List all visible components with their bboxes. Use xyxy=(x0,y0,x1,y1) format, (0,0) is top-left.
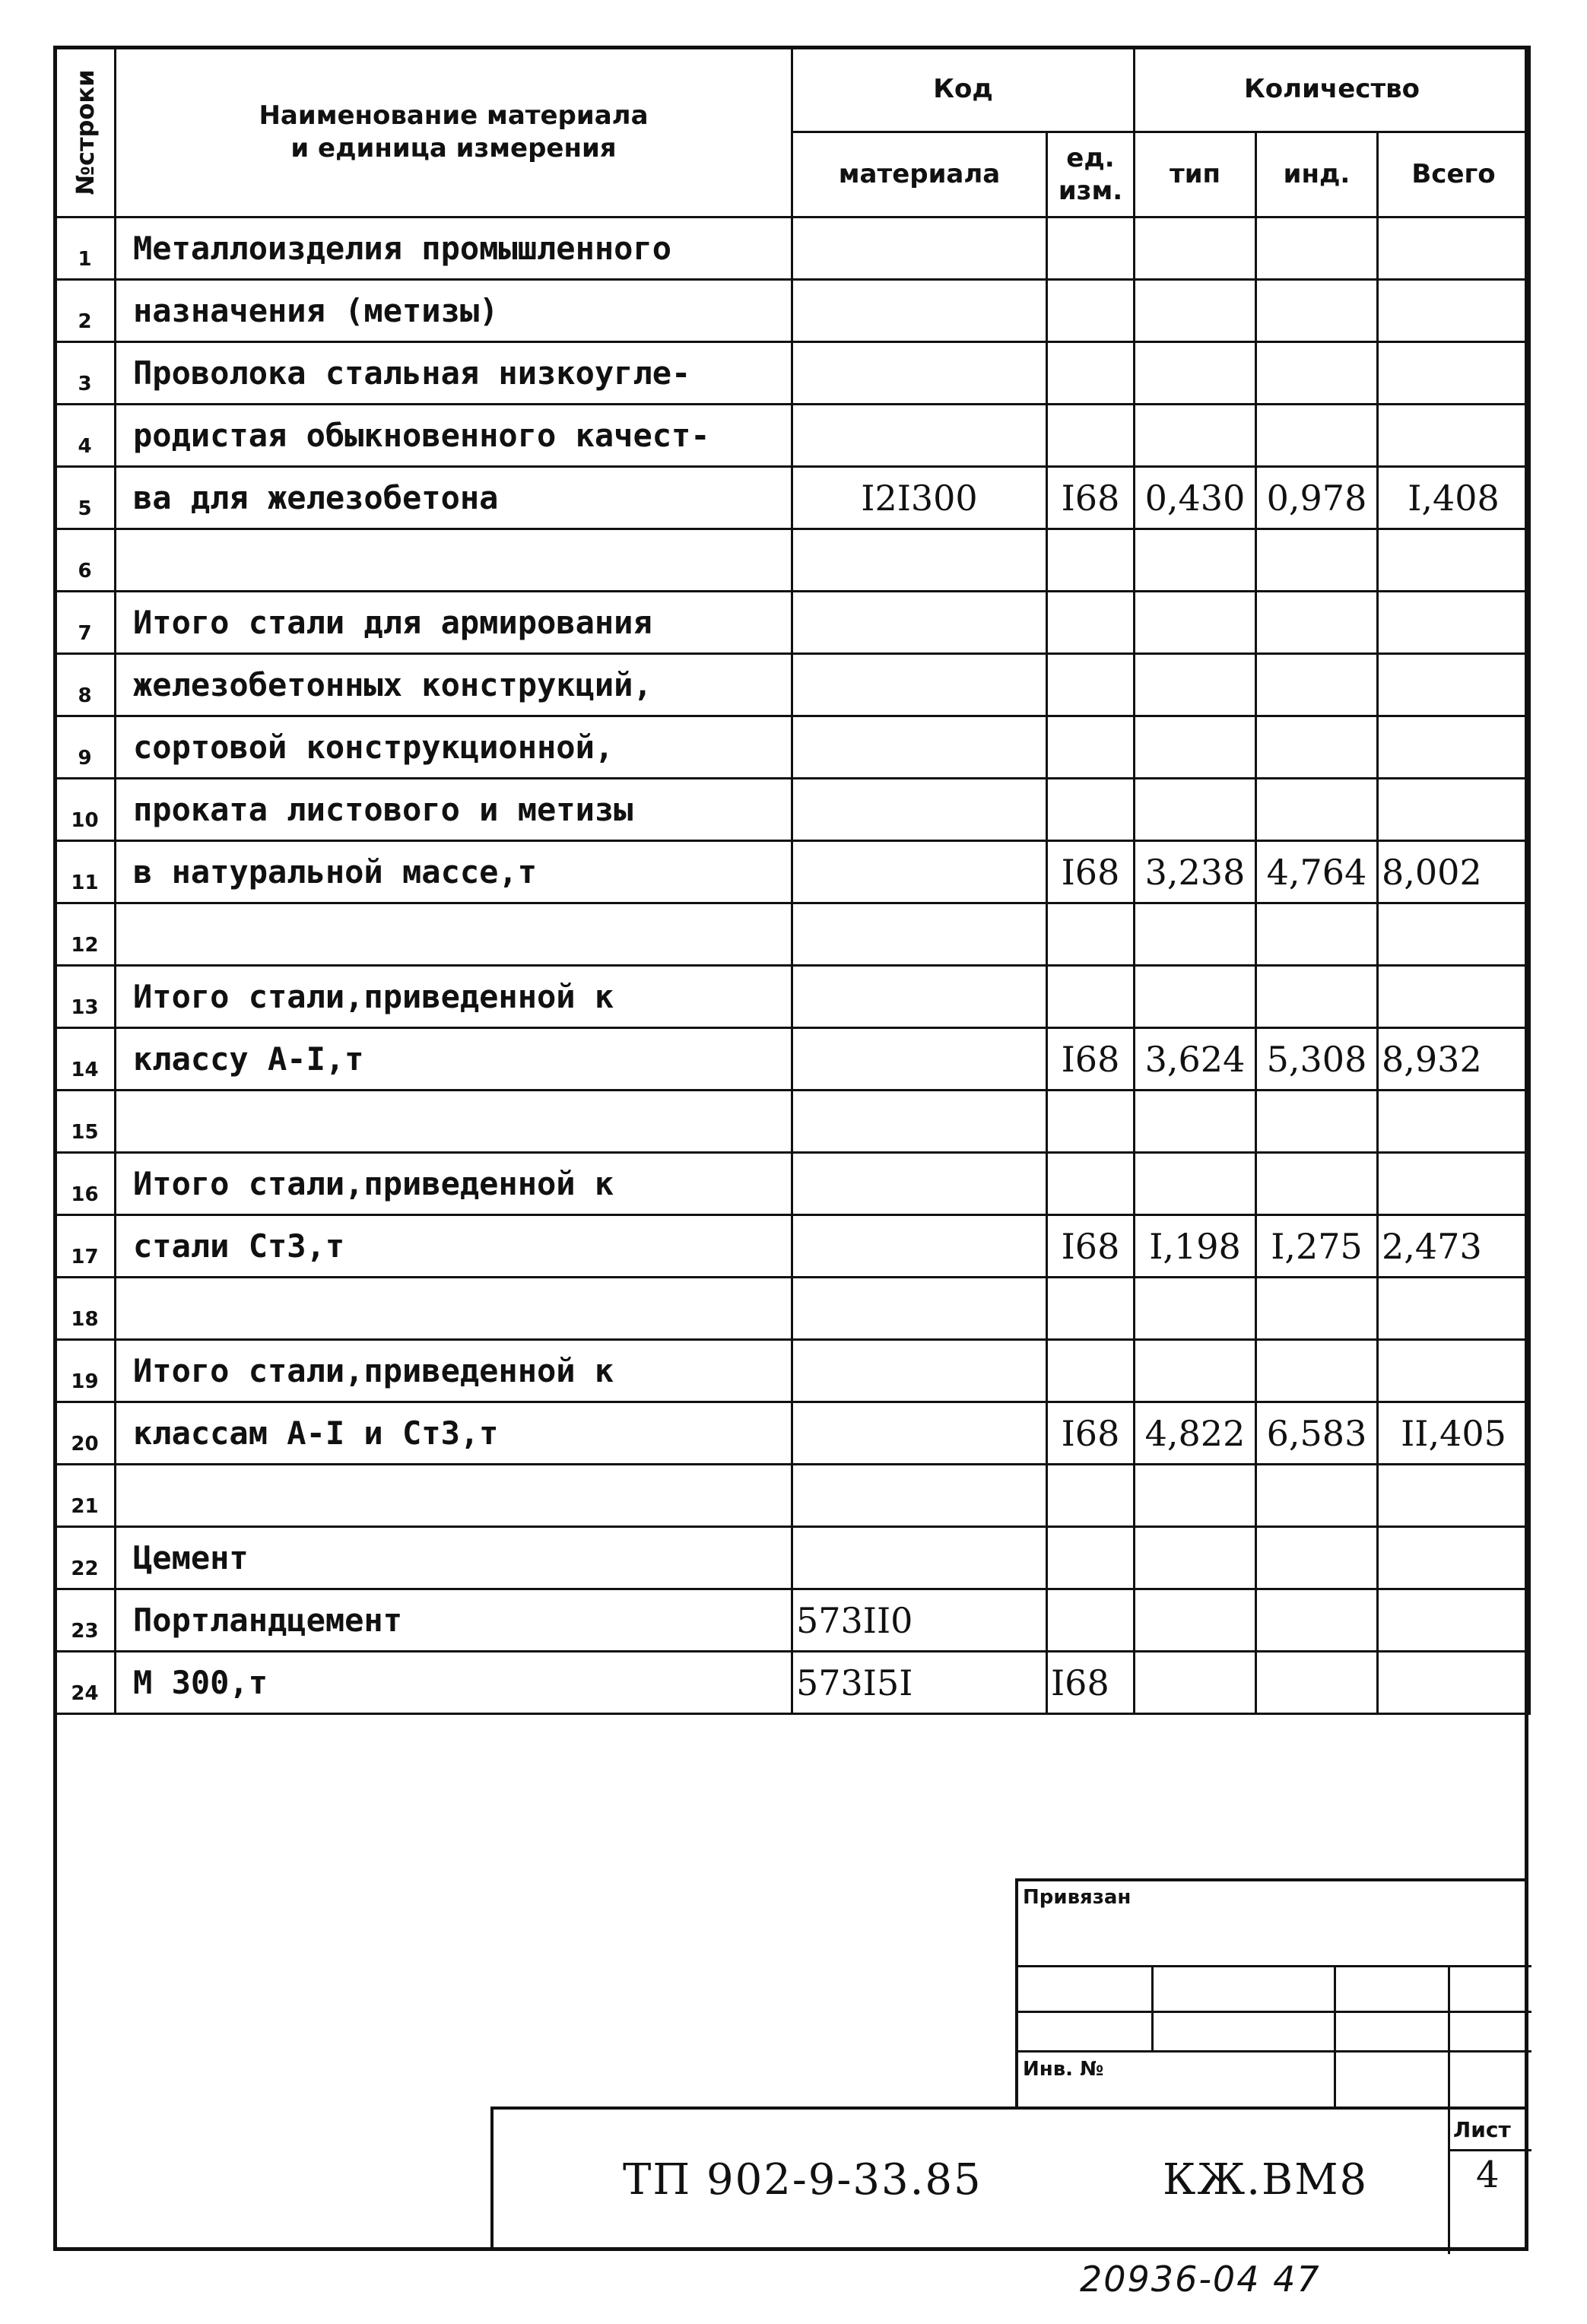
material-name: Цемент xyxy=(116,1527,792,1589)
material-name: классу А-I,т xyxy=(116,1028,792,1091)
row-number: 6 xyxy=(55,529,116,592)
unit-code: I68 xyxy=(1047,1215,1135,1278)
title-block xyxy=(490,2107,1528,2251)
qty-ind: 5,308 xyxy=(1256,1028,1378,1091)
row-number: 24 xyxy=(55,1652,116,1714)
material-name: родистая обыкновенного качест- xyxy=(116,405,792,467)
row-number: 8 xyxy=(55,654,116,716)
qty-total: 8,002 xyxy=(1378,841,1530,903)
row-number: 7 xyxy=(55,592,116,654)
row-number: 20 xyxy=(55,1402,116,1465)
material-name: назначения (метизы) xyxy=(116,280,792,342)
qty-ind: 6,583 xyxy=(1256,1402,1378,1465)
row-number: 3 xyxy=(55,342,116,405)
attachment-block xyxy=(1015,1878,1528,2107)
qty-type: 4,822 xyxy=(1135,1402,1256,1465)
qty-ind-header: инд. xyxy=(1256,132,1378,217)
qty-total: II,405 xyxy=(1378,1402,1530,1465)
qty-type: 0,430 xyxy=(1135,467,1256,529)
material-name: стали Ст3,т xyxy=(116,1215,792,1278)
code-material-header: материала xyxy=(792,132,1047,217)
material-name: сортовой конструкционной, xyxy=(116,716,792,779)
row-number: 13 xyxy=(55,966,116,1028)
quantity-header: Количество xyxy=(1135,47,1530,132)
unit-code: I68 xyxy=(1047,1028,1135,1091)
row-number: 21 xyxy=(55,1465,116,1527)
row-number: 16 xyxy=(55,1153,116,1215)
unit-code: I68 xyxy=(1047,1652,1135,1714)
material-name: Итого стали,приведенной к xyxy=(116,966,792,1028)
row-number: 11 xyxy=(55,841,116,903)
material-name: Металлоизделия промышленного xyxy=(116,217,792,280)
material-name: Проволока стальная низкоугле- xyxy=(116,342,792,405)
material-code: 573I5I xyxy=(792,1652,1047,1714)
row-number: 17 xyxy=(55,1215,116,1278)
material-name: Портландцемент xyxy=(116,1589,792,1652)
qty-total: 8,932 xyxy=(1378,1028,1530,1091)
code-header: Код xyxy=(792,47,1135,132)
row-number: 1 xyxy=(55,217,116,280)
document-mark: КЖ.ВМ8 xyxy=(1163,2155,1369,2205)
attached-label: Привязан xyxy=(1023,1886,1132,1909)
row-number: 23 xyxy=(55,1589,116,1652)
qty-total: 2,473 xyxy=(1378,1215,1530,1278)
qty-ind: I,275 xyxy=(1256,1215,1378,1278)
material-name: Итого стали для армирования xyxy=(116,592,792,654)
code-unit-header: ед. изм. xyxy=(1047,132,1135,217)
qty-total: I,408 xyxy=(1378,467,1530,529)
row-number-header: №строки xyxy=(55,47,116,217)
inventory-number-label: Инв. № xyxy=(1023,2058,1104,2081)
row-number: 2 xyxy=(55,280,116,342)
qty-type: 3,238 xyxy=(1135,841,1256,903)
material-name: ва для железобетона xyxy=(116,467,792,529)
row-number: 4 xyxy=(55,405,116,467)
sheet-label: Лист xyxy=(1453,2117,1511,2142)
material-name: железобетонных конструкций, xyxy=(116,654,792,716)
qty-type: 3,624 xyxy=(1135,1028,1256,1091)
unit-code: I68 xyxy=(1047,467,1135,529)
unit-code: I68 xyxy=(1047,841,1135,903)
sheet-number: 4 xyxy=(1476,2154,1501,2196)
row-number: 10 xyxy=(55,779,116,841)
archive-number: 20936-04 47 xyxy=(1080,2259,1321,2300)
qty-type-header: тип xyxy=(1135,132,1256,217)
row-number: 22 xyxy=(55,1527,116,1589)
qty-type: I,198 xyxy=(1135,1215,1256,1278)
material-name: проката листового и метизы xyxy=(116,779,792,841)
material-name: классам А-I и Ст3,т xyxy=(116,1402,792,1465)
document-number: ТП 902-9-33.85 xyxy=(623,2155,982,2205)
row-number: 9 xyxy=(55,716,116,779)
row-number: 15 xyxy=(55,1091,116,1153)
unit-code: I68 xyxy=(1047,1402,1135,1465)
row-number: 14 xyxy=(55,1028,116,1091)
material-name: Итого стали,приведенной к xyxy=(116,1153,792,1215)
qty-ind: 0,978 xyxy=(1256,467,1378,529)
material-code: 573II0 xyxy=(792,1589,1047,1652)
row-number: 5 xyxy=(55,467,116,529)
qty-total-header: Всего xyxy=(1378,132,1530,217)
row-number: 12 xyxy=(55,903,116,966)
material-code: I2I300 xyxy=(792,467,1047,529)
material-name: в натуральной массе,т xyxy=(116,841,792,903)
material-name: Итого стали,приведенной к xyxy=(116,1340,792,1402)
material-name-header: Наименование материала и единица измерения xyxy=(116,47,792,217)
qty-ind: 4,764 xyxy=(1256,841,1378,903)
row-number: 19 xyxy=(55,1340,116,1402)
row-number: 18 xyxy=(55,1278,116,1340)
material-name: М 300,т xyxy=(116,1652,792,1714)
